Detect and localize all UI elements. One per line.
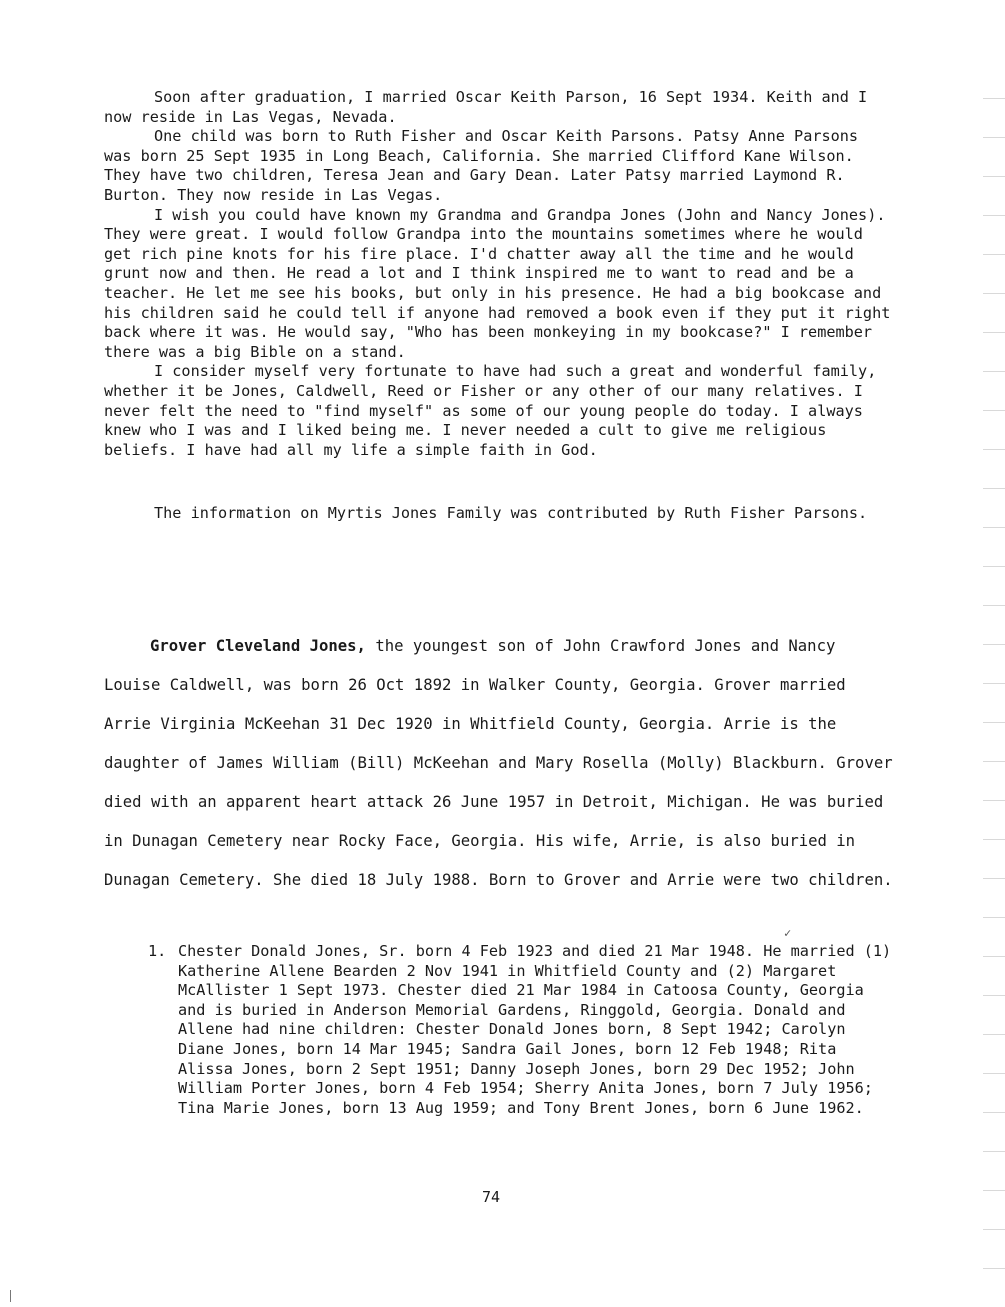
- page-number: 74: [482, 1188, 501, 1206]
- scan-edge-mark: [10, 1290, 11, 1302]
- grover-section: [104, 627, 894, 900]
- children-list: [148, 942, 898, 1118]
- ruth-narrative-section: [104, 88, 894, 460]
- paragraph-grandparents: I wish you could have known my Grandma and Grandpa Jones (John and Nancy Jones). They were great. I would follow Grandpa into the mountains sometimes where he would get rich pine knots for his fire place. I'd chatter away all the time and he would grunt now and then. He read a lot and I think inspired me to want to read and be a teacher. He let me see his books, but only in his presence. He had a big bookcase and his children said he could tell if anyone had removed a book even if they put it right back where it was. He would say, "Who has been monkeying in my bookcase?" I remember there was a big Bible on a stand.: [104, 205, 891, 361]
- grover-paragraph: [104, 627, 894, 900]
- contribution-section: [104, 499, 894, 527]
- checkmark-annotation: ✓: [784, 926, 792, 940]
- paragraph-child: One child was born to Ruth Fisher and Oscar Keith Parsons. Patsy Anne Parsons was born 25 Sept 1935 in Long Beach, California. She married Clifford Kane Wilson. They have two children, Teresa Jean and Gary Dean. Later Patsy married Laymond R. Burton. They now reside in Las Vegas.: [104, 127, 859, 204]
- list-item-text: Chester Donald Jones, Sr. born 4 Feb 1923 and died 21 Mar 1948. He married (1) Katherine Allene Bearden 2 Nov 1941 in Whitfield County and (2) Margaret McAllister 1 Sept 1973. Chester died 21 Mar 1984 in Catoosa County, Georgia and is buried in Anderson Memorial Gardens, Ringgold, Georgia. Donald and Allene had nine children: Chester Donald Jones born, 8 Sept 1942; Carolyn Diane Jones, born 14 Mar 1945; Sandra Gail Jones, born 12 Feb 1948; Rita Alissa Jones, born 2 Sept 1951; Danny Joseph Jones, born 29 Dec 1952; John William Porter Jones, born 4 Feb 1954; Sherry Anita Jones, born 7 July 1956; Tina Marie Jones, born 13 Aug 1959; and Tony Brent Jones, born 6 June 1962.: [178, 942, 892, 1117]
- paragraph-marriage: Soon after graduation, I married Oscar Keith Parson, 16 Sept 1934. Keith and I now reside in Las Vegas, Nevada.: [104, 88, 868, 126]
- list-item-number: 1.: [148, 942, 167, 960]
- contribution-note: The information on Myrtis Jones Family was contributed by Ruth Fisher Parsons.: [154, 504, 868, 522]
- grover-bio-text: the youngest son of John Crawford Jones and Nancy Louise Caldwell, was born 26 Oct 1892 in Walker County, Georgia. Grover married Arrie Virginia McKeehan 31 Dec 1920 in Whitfield County, Georgia. Arrie is the daughter of James William (Bill) McKeehan and Mary Rosella (Molly) Blackburn. Grover died with an apparent heart attack 26 June 1957 in Detroit, Michigan. He was buried in Dunagan Cemetery near Rocky Face, Georgia. His wife, Arrie, is also buried in Dunagan Cemetery. She died 18 July 1988. Born to Grover and Arrie were two children.: [104, 637, 893, 889]
- margin-tick-marks: [983, 60, 1005, 1290]
- list-item: [148, 942, 898, 1118]
- grover-name: Grover Cleveland Jones,: [150, 637, 366, 655]
- paragraph-family-faith: I consider myself very fortunate to have had such a great and wonderful family, whether it be Jones, Caldwell, Reed or Fisher or any other of our many relatives. I never felt the need to "find myself" as some of our young people do today. I always knew who I was and I liked being me. I never needed a cult to give me religious beliefs. I have had all my life a simple faith in God.: [104, 362, 877, 459]
